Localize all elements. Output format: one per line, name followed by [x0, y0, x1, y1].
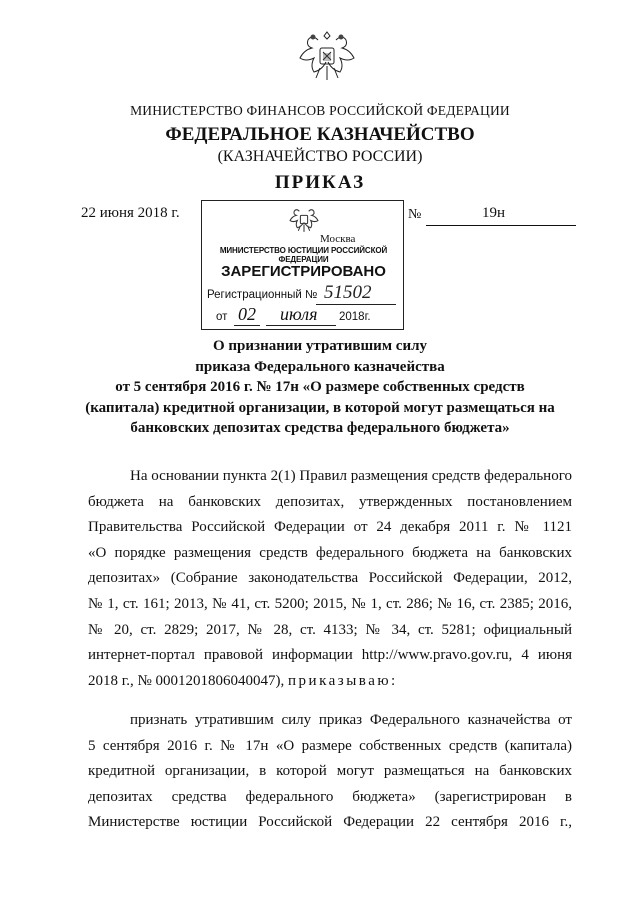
- stamp-registration-number: 51502: [324, 282, 372, 303]
- paragraph-line: кредитной организации, в которой могут размещаться на банковских: [88, 763, 572, 780]
- order-title-line: (капитала) кредитной организации, в которой могут размещаться на: [85, 399, 555, 416]
- stamp-reg-number-underline: [316, 304, 396, 305]
- paragraph-line: интернет-портал правовой информации http://www.pravo.gov.ru, 4 июня: [88, 647, 572, 664]
- body-paragraph-decision: [88, 708, 572, 836]
- paragraph-line: депозитах» (Собрание законодательства Российской Федерации, 2012,: [88, 570, 572, 587]
- paragraph-line: На основании пункта 2(1) Правил размещения средств федерального: [130, 468, 572, 484]
- order-title-line: О признании утратившим силу: [213, 338, 427, 354]
- document-type: ПРИКАЗ: [274, 172, 366, 193]
- stamp-registration-year: 2018г.: [339, 311, 371, 323]
- stamp-registration-month: июля: [280, 304, 318, 324]
- stamp-ministry-name: МИНИСТЕРСТВО ЮСТИЦИИ РОССИЙСКОЙ ФЕДЕРАЦИИ: [219, 246, 388, 264]
- paragraph-line: «О порядке размещения средств федерального бюджета на банковских: [88, 544, 572, 561]
- order-date: 22 июня 2018 г.: [81, 205, 180, 221]
- stamp-registration-day: 02: [238, 304, 256, 324]
- paragraph-line: депозитах средства федерального бюджета» (зарегистрирован в: [88, 788, 572, 805]
- stamp-registration-number-label: Регистрационный №: [207, 289, 318, 301]
- order-title-line: от 5 сентября 2016 г. № 17н «О размере собственных средств: [115, 379, 525, 396]
- stamp-day-underline: [234, 325, 260, 326]
- paragraph-line: Министерстве юстиции Российской Федерации 22 сентября 2016 г.,: [88, 814, 572, 831]
- stamp-month-underline: [266, 325, 336, 326]
- body-paragraph-basis: [88, 464, 572, 694]
- order-title-line: банковских депозитах средства федерального бюджета»: [130, 420, 510, 437]
- registration-stamp: [201, 200, 404, 330]
- paragraph-line: признать утратившим силу приказ Федерального казначейства от: [130, 712, 572, 728]
- paragraph-line: Правительства Российской Федерации от 24 декабря 2011 г. № 1121: [88, 519, 572, 536]
- paragraph-line: 5 сентября 2016 г. № 17н «О размере собственных средств (капитала): [88, 737, 572, 754]
- paragraph-line-text: 2018 г., № 0001201806040047),: [88, 672, 285, 689]
- paragraph-line: бюджета на банковских депозитах, утвержденных постановлением: [88, 493, 572, 510]
- double-headed-eagle-emblem-icon: [296, 28, 358, 86]
- agency-name: ФЕДЕРАЛЬНОЕ КАЗНАЧЕЙСТВО: [165, 124, 475, 145]
- order-number-sign: №: [408, 207, 422, 222]
- stamp-city: Москва: [320, 233, 356, 245]
- order-directive-word: приказываю:: [288, 672, 398, 689]
- paragraph-line: № 20, ст. 2829; 2017, № 28, ст. 4133; № 34, ст. 5281; официальный: [88, 621, 572, 638]
- agency-short-name: (КАЗНАЧЕЙСТВО РОССИИ): [217, 148, 423, 165]
- order-title-line: приказа Федерального казначейства: [195, 358, 445, 375]
- stamp-registered-label: ЗАРЕГИСТРИРОВАНО: [221, 263, 386, 280]
- order-number: 19н: [482, 205, 506, 221]
- order-number-underline: [426, 225, 576, 226]
- paragraph-line: [88, 669, 572, 695]
- order-title: [0, 336, 640, 439]
- ministry-name: МИНИСТЕРСТВО ФИНАНСОВ РОССИЙСКОЙ ФЕДЕРАЦИИ: [130, 103, 510, 118]
- paragraph-line: № 1, ст. 161; 2013, № 41, ст. 5200; 2015, № 1, ст. 286; № 16, ст. 2385; 2016,: [88, 595, 572, 612]
- stamp-eagle-emblem-icon: [288, 205, 320, 235]
- stamp-from-label: от: [216, 311, 228, 323]
